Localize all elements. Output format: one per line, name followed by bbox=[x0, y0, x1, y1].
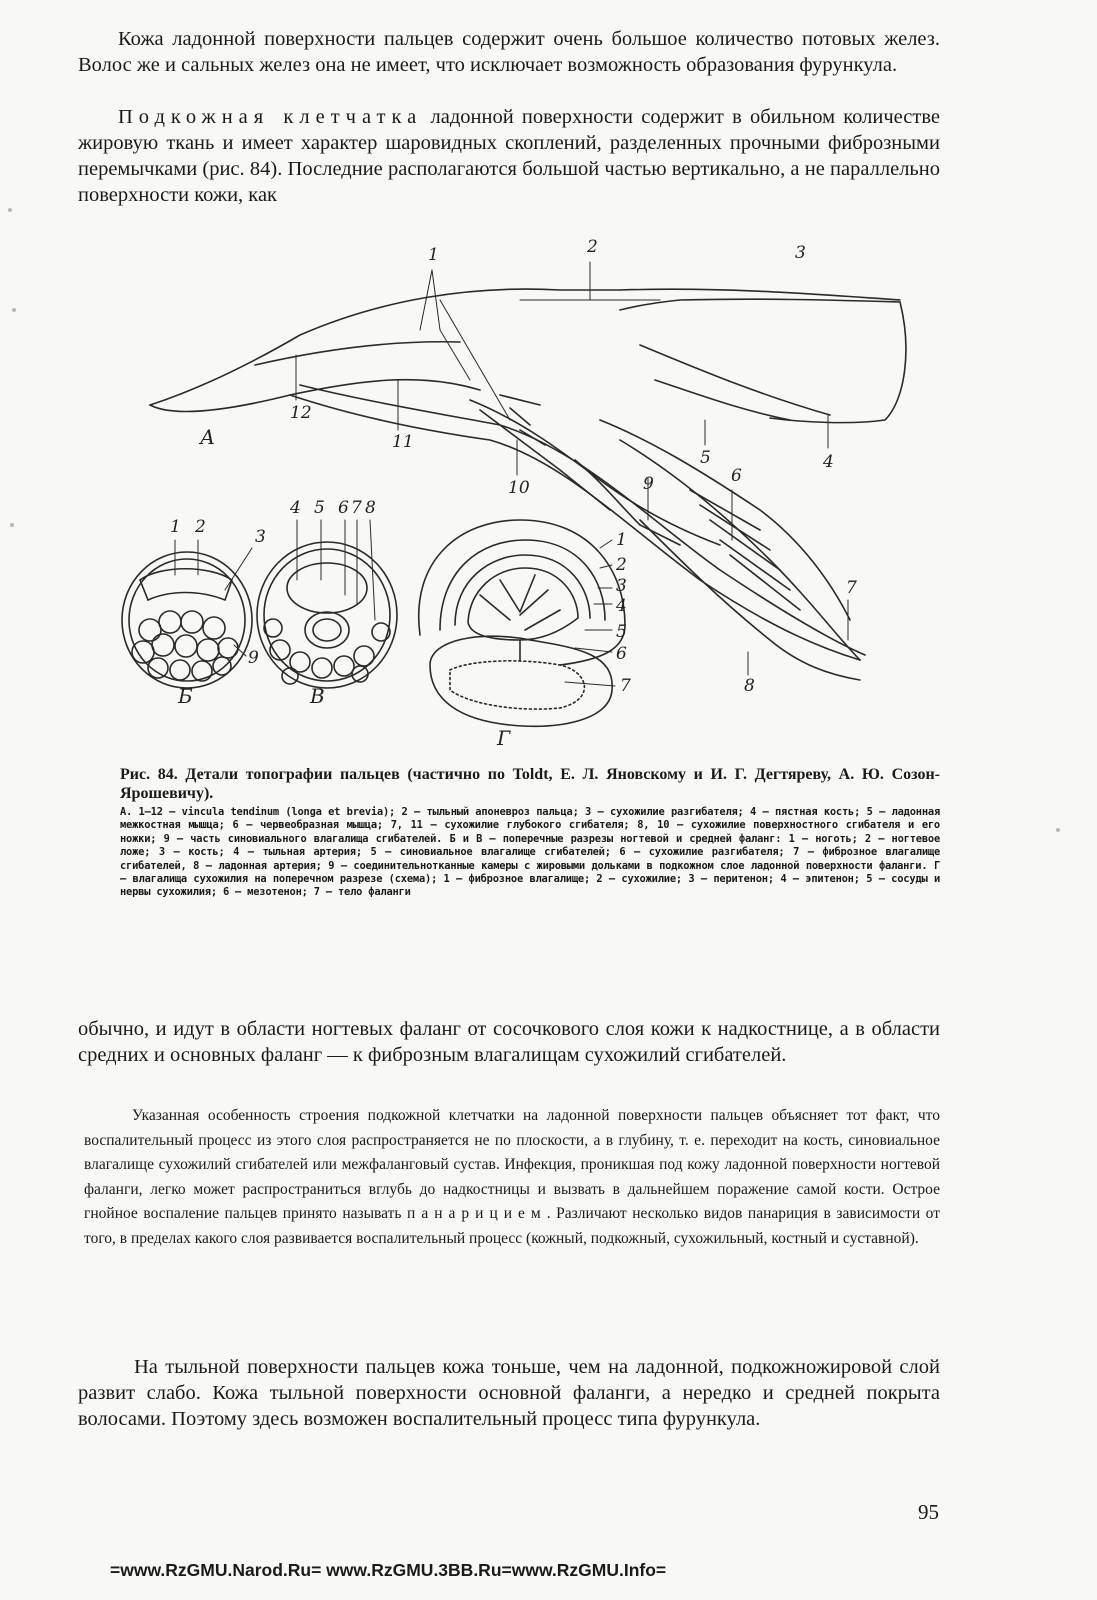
fig-g-label-1: 1 bbox=[616, 530, 627, 550]
fig-v-label-8: 8 bbox=[365, 498, 376, 518]
page-number: 95 bbox=[918, 1500, 939, 1524]
fig-g-label-3: 3 bbox=[616, 576, 627, 596]
fig-v-label-4: 4 bbox=[290, 498, 301, 518]
fig-g-label-4: 4 bbox=[616, 596, 627, 616]
fig-a-label-5: 5 bbox=[700, 448, 711, 468]
paragraph-2-text: ладонной поверхности содержит в обильном количестве жировую ткань и имеет характер шаровидных скоплений, разделенных прочными фиброзными перемычками (рис. 84). Последние располагаются большой частью вертикально, а не параллельно поверхности кожи, как bbox=[78, 106, 940, 206]
term-panaritium: панарицием bbox=[407, 1205, 547, 1223]
fig-a-label-1: 1 bbox=[428, 245, 439, 265]
cross-section-middle-phalanx bbox=[257, 520, 397, 688]
paragraph-4-text-end: . Различают несколько видов панариция в зависимости от того, в пределах какого слоя развивается воспалительный процесс (кожный, подкожный, сухожильный, костный и суставной). bbox=[84, 1205, 940, 1247]
term-subcutaneous-tissue: Подкожная клетчатка bbox=[118, 106, 423, 128]
fig-g-label-6: 6 bbox=[616, 644, 627, 664]
paragraph-4-text-start: Указанная особенность строения подкожной клетчатки на ладонной поверхности пальцев объясняет тот факт, что воспалительный процесс из этого слоя распространяется не по плоскости, а в глубину, т. е. переходит на кость, синовиальное влагалище сухожилий сгибателей или межфаланговый сустав. Инфекция, проникшая под кожу ладонной поверхности ногтевой фаланги, легко может распространиться вглубь до надкостницы и вызвать в дальнейшем поражение самой кости. Острое гнойное воспаление пальцев принято называть bbox=[84, 1107, 940, 1223]
fig-a-letter: А bbox=[200, 425, 216, 449]
fig-b-label-9: 9 bbox=[248, 648, 259, 668]
fig-v-label-6: 6 bbox=[338, 498, 349, 518]
fig-b-label-2: 2 bbox=[195, 517, 206, 537]
tendon-sheath-schema bbox=[419, 520, 625, 726]
fig-a-label-3: 3 bbox=[795, 243, 806, 263]
fig-a-label-2: 2 bbox=[587, 237, 598, 257]
fig-a-label-10: 10 bbox=[508, 478, 530, 498]
cross-section-distal-phalanx bbox=[122, 540, 252, 688]
figure-caption-title: Рис. 84. Детали топографии пальцев (частично по Toldt, Е. Л. Яновскому и И. Г. Дегтяреву, А. Ю. Созон-Ярошевичу). bbox=[120, 766, 940, 802]
fig-b-letter: Б bbox=[178, 684, 193, 708]
fig-g-label-5: 5 bbox=[616, 622, 627, 642]
fig-a-label-9: 9 bbox=[643, 474, 654, 494]
fig-a-label-4: 4 bbox=[823, 452, 834, 472]
fig-a-label-7: 7 bbox=[846, 578, 857, 598]
paragraph-1: Кожа ладонной поверхности пальцев содержит очень большое количество потовых желез. Волос же и сальных желез она не имеет, что исключает возможность образования фурункула. bbox=[78, 28, 940, 76]
fig-v-label-7: 7 bbox=[351, 498, 362, 518]
fig-b-label-3: 3 bbox=[255, 527, 266, 547]
fig-g-letter: Г bbox=[497, 726, 511, 750]
fig-a-label-12: 12 bbox=[290, 403, 312, 423]
fig-g-label-2: 2 bbox=[616, 555, 627, 575]
paragraph-3: обычно, и идут в области ногтевых фаланг от сосочкового слоя кожи к надкостнице, а в области средних и основных фаланг — к фиброзным влагалищам сухожилий сгибателей. bbox=[78, 1018, 940, 1066]
figure-caption-body: А. 1—12 — vincula tendinum (longa et brevia); 2 — тыльный апоневроз пальца; 3 — сухожилие разгибателя; 4 — пястная кость; 5 — ладонная межкостная мышца; 6 — червеобразная мышца; 7, 11 — сухожилие глубокого сгибателя; 8, 10 — сухожилие поверхностного сгибателя и его ножки; 9 — часть синовиального влагалища сгибателей. Б и В — поперечные разрезы ногтевой и средней фаланг: 1 — ноготь; 2 — ногтевое ложе; 3 — кость; 4 — тыльная артерия; 5 — синовиальное влагалище сгибателей; 6 — сухожилие разгибателя; 7 — фиброзное влагалище сгибателей, 8 — ладонная артерия; 9 — соединительнотканные камеры с жировыми дольками в подкожном слое ладонной поверхности фаланги. Г — влагалища сухожилия на поперечном разрезе (схема); 1 — фиброзное влагалище; 2 — сухожилие; 3 — перитенон; 4 — эпитенон; 5 — сосуды и нервы сухожилия; 6 — мезотенон; 7 — тело фаланги bbox=[120, 806, 940, 899]
paragraph-5: На тыльной поверхности пальцев кожа тоньше, чем на ладонной, подкожножировой слой развит слабо. Кожа тыльной поверхности основной фаланги, а нередко и средней покрыта волосами. Поэтому здесь возможен воспалительный процесс типа фурункула. bbox=[78, 1356, 940, 1430]
fig-g-label-7: 7 bbox=[620, 676, 631, 696]
footer-watermark: =www.RzGMU.Narod.Ru= www.RzGMU.3BB.Ru=www.RzGMU.Info= bbox=[110, 1560, 667, 1580]
fig-v-letter: В bbox=[310, 684, 325, 708]
fig-a-label-8: 8 bbox=[744, 676, 755, 696]
fig-v-label-5: 5 bbox=[314, 498, 325, 518]
fig-b-label-1: 1 bbox=[170, 517, 181, 537]
fig-a-label-6: 6 bbox=[731, 466, 742, 486]
paragraph-4 bbox=[84, 1104, 940, 1252]
fig-a-label-11: 11 bbox=[392, 432, 414, 452]
